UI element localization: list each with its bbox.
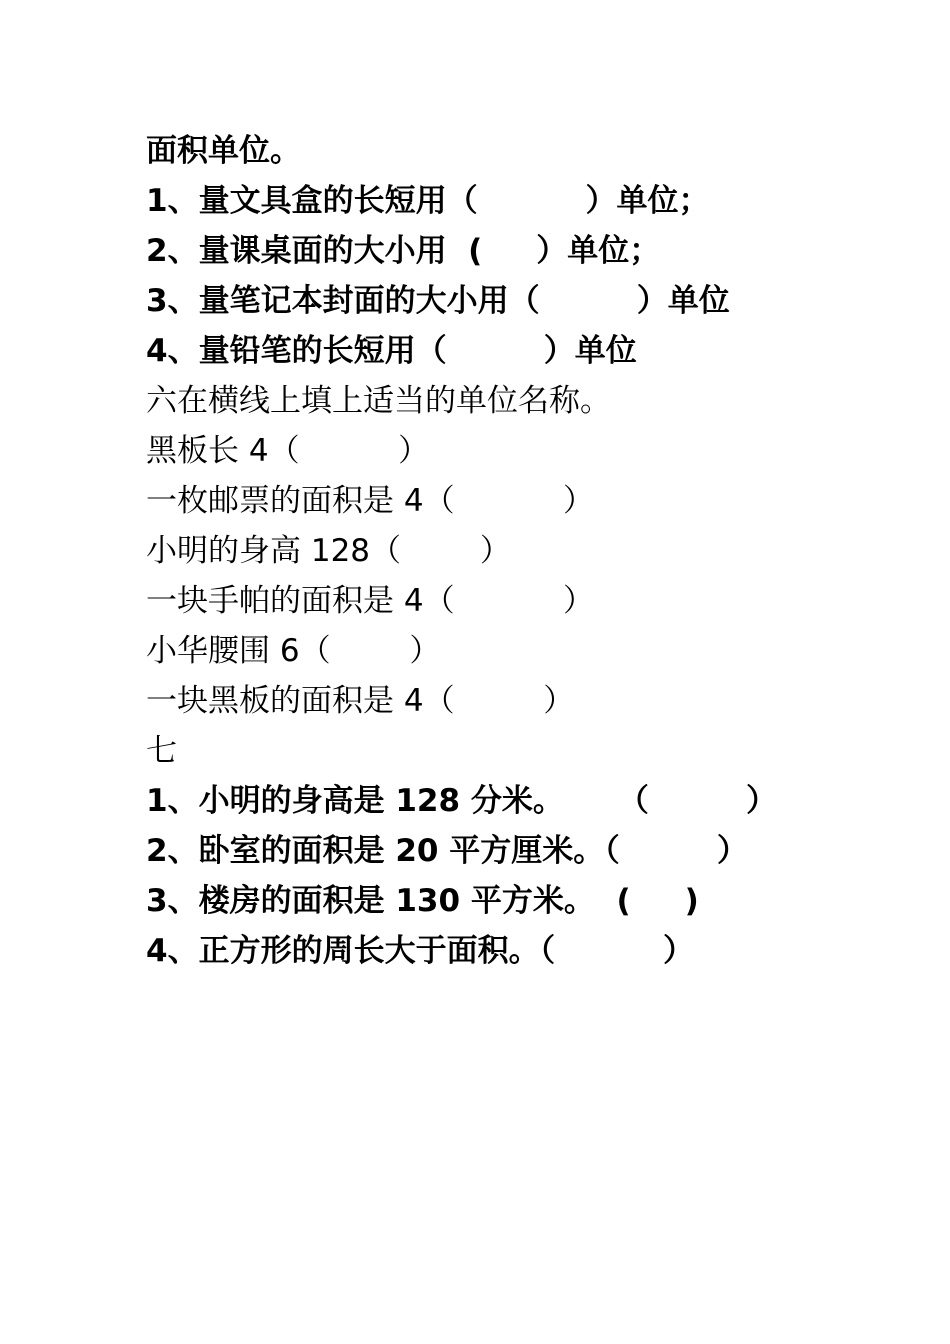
section-heading-area-units: 面积单位。 xyxy=(146,133,301,169)
question-line-4: 4、量铅笔的长短用（ ）单位 xyxy=(146,333,637,369)
fill-line-xiaoming-height: 小明的身高 128（ ） xyxy=(146,533,511,569)
judge-line-4: 4、正方形的周长大于面积。（ ） xyxy=(146,933,694,969)
judge-line-3: 3、楼房的面积是 130 平方米。 ( ) xyxy=(146,883,699,919)
section-heading-seven: 七 xyxy=(146,733,177,769)
fill-line-blackboard-length: 黑板长 4（ ） xyxy=(146,433,430,469)
section-heading-six: 六在横线上填上适当的单位名称。 xyxy=(146,383,611,419)
question-line-2: 2、量课桌面的大小用 ( ）单位； xyxy=(146,233,661,269)
question-line-3: 3、量笔记本封面的大小用（ ）单位 xyxy=(146,283,730,319)
question-line-1: 1、量文具盒的长短用（ ）单位； xyxy=(146,183,710,219)
fill-line-handkerchief-area: 一块手帕的面积是 4（ ） xyxy=(146,583,594,619)
fill-line-blackboard-area: 一块黑板的面积是 4（ ） xyxy=(146,683,575,719)
fill-line-stamp-area: 一枚邮票的面积是 4（ ） xyxy=(146,483,594,519)
document-body xyxy=(146,126,906,976)
fill-line-xiaohua-waist: 小华腰围 6（ ） xyxy=(146,633,441,669)
judge-line-2: 2、卧室的面积是 20 平方厘米。（ ） xyxy=(146,833,748,869)
judge-line-1: 1、小明的身高是 128 分米。 （ ） xyxy=(146,783,777,819)
